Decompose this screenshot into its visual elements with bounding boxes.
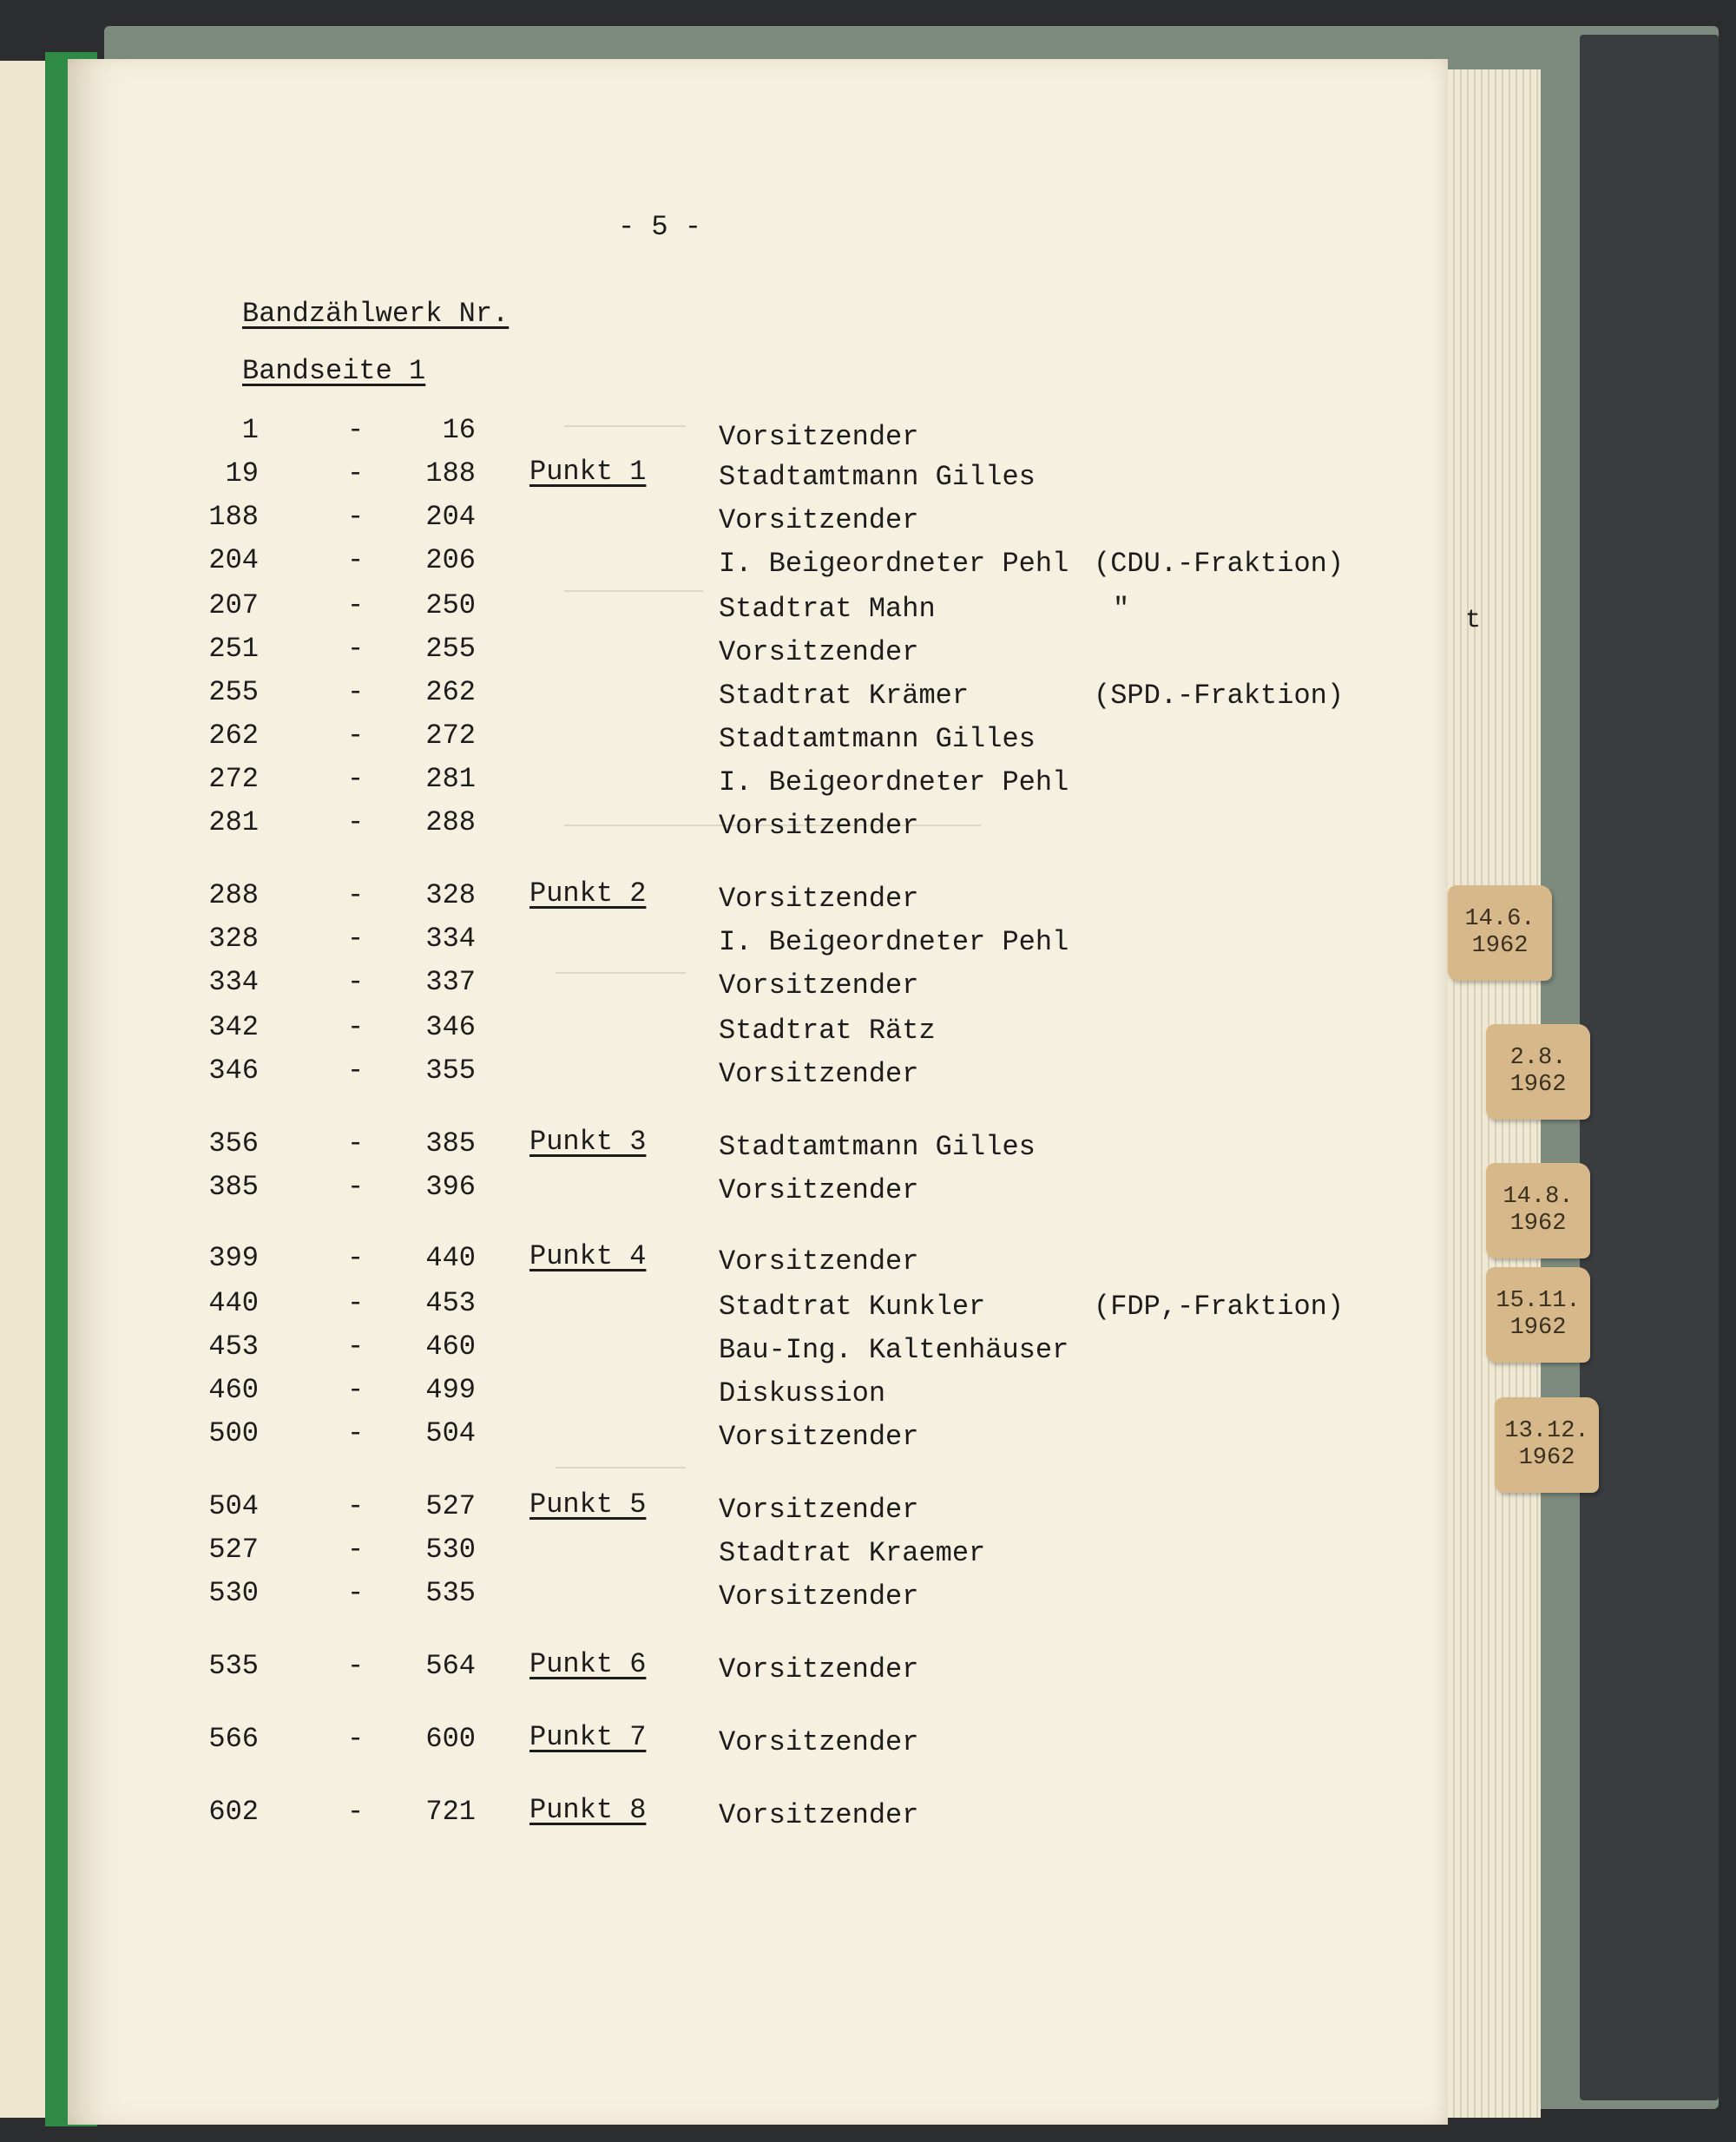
row-speaker: Bau-Ing. Kaltenhäuser xyxy=(719,1334,1069,1366)
row-end-count: 440 xyxy=(425,1242,476,1274)
row-speaker: Vorsitzender xyxy=(719,1494,919,1526)
row-end-count: 453 xyxy=(425,1287,476,1319)
row-speaker: I. Beigeordneter Pehl xyxy=(719,926,1069,958)
row-start-count: 346 xyxy=(208,1055,259,1087)
date-tab-year: 1962 xyxy=(1509,1211,1567,1237)
row-start-count: 566 xyxy=(208,1723,259,1755)
row-dash: - xyxy=(347,806,365,838)
row-note: (SPD.-Fraktion) xyxy=(1094,680,1345,712)
row-dash: - xyxy=(347,589,365,621)
row-dash: - xyxy=(347,1055,365,1087)
row-speaker: Vorsitzender xyxy=(719,810,919,842)
row-agenda-item: Punkt 5 xyxy=(529,1488,647,1521)
row-dash: - xyxy=(347,1331,365,1363)
row-end-count: 600 xyxy=(425,1723,476,1755)
row-start-count: 281 xyxy=(208,806,259,838)
row-speaker: Stadtamtmann Gilles xyxy=(719,461,1036,493)
heading-bandzaehlwerk: Bandzählwerk Nr. xyxy=(242,298,510,330)
row-start-count: 334 xyxy=(208,966,259,998)
row-end-count: 564 xyxy=(425,1650,476,1682)
page-number: - 5 - xyxy=(618,211,702,243)
row-speaker: Vorsitzender xyxy=(719,969,919,1002)
row-agenda-item: Punkt 6 xyxy=(529,1648,647,1680)
row-dash: - xyxy=(347,1650,365,1682)
row-speaker: I. Beigeordneter Pehl xyxy=(719,766,1069,798)
date-tab[interactable] xyxy=(1486,1024,1590,1120)
row-speaker: Vorsitzender xyxy=(719,1799,919,1831)
row-start-count: 207 xyxy=(208,589,259,621)
row-start-count: 262 xyxy=(208,719,259,752)
row-start-count: 399 xyxy=(208,1242,259,1274)
date-tab-day: 15.11. xyxy=(1496,1287,1581,1314)
row-start-count: 504 xyxy=(208,1490,259,1522)
date-tab-year: 1962 xyxy=(1509,1315,1567,1341)
row-dash: - xyxy=(347,719,365,752)
row-start-count: 251 xyxy=(208,633,259,665)
row-start-count: 356 xyxy=(208,1127,259,1160)
row-end-count: 272 xyxy=(425,719,476,752)
row-speaker: Vorsitzender xyxy=(719,1421,919,1453)
row-agenda-item: Punkt 4 xyxy=(529,1240,647,1272)
row-start-count: 500 xyxy=(208,1417,259,1449)
row-end-count: 337 xyxy=(425,966,476,998)
row-start-count: 255 xyxy=(208,676,259,708)
date-tab[interactable] xyxy=(1486,1267,1590,1363)
row-end-count: 334 xyxy=(425,923,476,955)
row-speaker: Stadtamtmann Gilles xyxy=(719,723,1036,755)
row-start-count: 328 xyxy=(208,923,259,955)
date-tab-year: 1962 xyxy=(1471,933,1529,959)
date-tab-day: 13.12. xyxy=(1504,1417,1589,1444)
row-dash: - xyxy=(347,1374,365,1406)
row-dash: - xyxy=(347,923,365,955)
row-end-count: 499 xyxy=(425,1374,476,1406)
row-note: " xyxy=(1113,593,1130,625)
row-start-count: 188 xyxy=(208,501,259,533)
row-start-count: 19 xyxy=(225,457,259,490)
row-agenda-item: Punkt 3 xyxy=(529,1126,647,1158)
row-end-count: 346 xyxy=(425,1011,476,1043)
row-dash: - xyxy=(347,1287,365,1319)
row-agenda-item: Punkt 7 xyxy=(529,1721,647,1753)
row-end-count: 281 xyxy=(425,763,476,795)
row-dash: - xyxy=(347,1417,365,1449)
row-end-count: 504 xyxy=(425,1417,476,1449)
row-note: (FDP,-Fraktion) xyxy=(1094,1291,1345,1323)
date-tab-day: 2.8. xyxy=(1509,1044,1567,1071)
date-tab-year: 1962 xyxy=(1509,1072,1567,1098)
row-start-count: 460 xyxy=(208,1374,259,1406)
row-speaker: Vorsitzender xyxy=(719,1653,919,1685)
row-speaker: I. Beigeordneter Pehl xyxy=(719,548,1069,580)
row-start-count: 1 xyxy=(241,414,259,446)
row-dash: - xyxy=(347,879,365,911)
row-speaker: Vorsitzender xyxy=(719,1174,919,1206)
row-end-count: 396 xyxy=(425,1171,476,1203)
date-tab-year: 1962 xyxy=(1518,1445,1575,1471)
row-dash: - xyxy=(347,1723,365,1755)
row-speaker: Vorsitzender xyxy=(719,1580,919,1613)
row-speaker: Vorsitzender xyxy=(719,1726,919,1758)
row-end-count: 206 xyxy=(425,544,476,576)
row-note: (CDU.-Fraktion) xyxy=(1094,548,1345,580)
row-speaker: Diskussion xyxy=(719,1377,886,1409)
row-dash: - xyxy=(347,544,365,576)
row-start-count: 272 xyxy=(208,763,259,795)
row-start-count: 385 xyxy=(208,1171,259,1203)
row-end-count: 255 xyxy=(425,633,476,665)
row-start-count: 204 xyxy=(208,544,259,576)
date-tab[interactable] xyxy=(1448,885,1552,981)
row-start-count: 535 xyxy=(208,1650,259,1682)
row-start-count: 440 xyxy=(208,1287,259,1319)
row-start-count: 527 xyxy=(208,1534,259,1566)
row-end-count: 721 xyxy=(425,1796,476,1828)
row-end-count: 250 xyxy=(425,589,476,621)
row-end-count: 328 xyxy=(425,879,476,911)
row-dash: - xyxy=(347,501,365,533)
row-end-count: 188 xyxy=(425,457,476,490)
row-speaker: Stadtrat Kunkler xyxy=(719,1291,986,1323)
date-tab[interactable] xyxy=(1495,1397,1599,1493)
row-start-count: 602 xyxy=(208,1796,259,1828)
row-dash: - xyxy=(347,457,365,490)
row-dash: - xyxy=(347,1011,365,1043)
row-end-count: 262 xyxy=(425,676,476,708)
row-speaker: Vorsitzender xyxy=(719,421,919,453)
row-end-count: 527 xyxy=(425,1490,476,1522)
row-end-count: 530 xyxy=(425,1534,476,1566)
row-dash: - xyxy=(347,676,365,708)
row-end-count: 535 xyxy=(425,1577,476,1609)
row-agenda-item: Punkt 8 xyxy=(529,1794,647,1826)
row-speaker: Vorsitzender xyxy=(719,883,919,915)
row-end-count: 355 xyxy=(425,1055,476,1087)
row-dash: - xyxy=(347,1534,365,1566)
heading-bandseite: Bandseite 1 xyxy=(242,355,426,387)
row-agenda-item: Punkt 1 xyxy=(529,456,647,488)
row-dash: - xyxy=(347,1242,365,1274)
row-start-count: 453 xyxy=(208,1331,259,1363)
row-dash: - xyxy=(347,633,365,665)
stray-mark: t xyxy=(1465,606,1482,635)
row-speaker: Stadtrat Rätz xyxy=(719,1015,936,1047)
date-tab-day: 14.8. xyxy=(1503,1183,1574,1210)
row-speaker: Stadtamtmann Gilles xyxy=(719,1131,1036,1163)
row-dash: - xyxy=(347,1796,365,1828)
row-dash: - xyxy=(347,1577,365,1609)
row-agenda-item: Punkt 2 xyxy=(529,877,647,910)
row-dash: - xyxy=(347,1127,365,1160)
date-tab-day: 14.6. xyxy=(1464,905,1535,932)
row-start-count: 288 xyxy=(208,879,259,911)
row-speaker: Vorsitzender xyxy=(719,1058,919,1090)
row-end-count: 288 xyxy=(425,806,476,838)
row-start-count: 342 xyxy=(208,1011,259,1043)
row-speaker: Stadtrat Kraemer xyxy=(719,1537,986,1569)
row-end-count: 460 xyxy=(425,1331,476,1363)
row-dash: - xyxy=(347,414,365,446)
row-speaker: Vorsitzender xyxy=(719,504,919,536)
row-speaker: Stadtrat Mahn xyxy=(719,593,936,625)
row-dash: - xyxy=(347,1171,365,1203)
row-end-count: 204 xyxy=(425,501,476,533)
row-end-count: 385 xyxy=(425,1127,476,1160)
row-dash: - xyxy=(347,763,365,795)
row-dash: - xyxy=(347,966,365,998)
row-speaker: Vorsitzender xyxy=(719,1245,919,1278)
row-speaker: Stadtrat Krämer xyxy=(719,680,970,712)
row-end-count: 16 xyxy=(442,414,476,446)
row-dash: - xyxy=(347,1490,365,1522)
date-tab[interactable] xyxy=(1486,1163,1590,1258)
row-start-count: 530 xyxy=(208,1577,259,1609)
row-speaker: Vorsitzender xyxy=(719,636,919,668)
